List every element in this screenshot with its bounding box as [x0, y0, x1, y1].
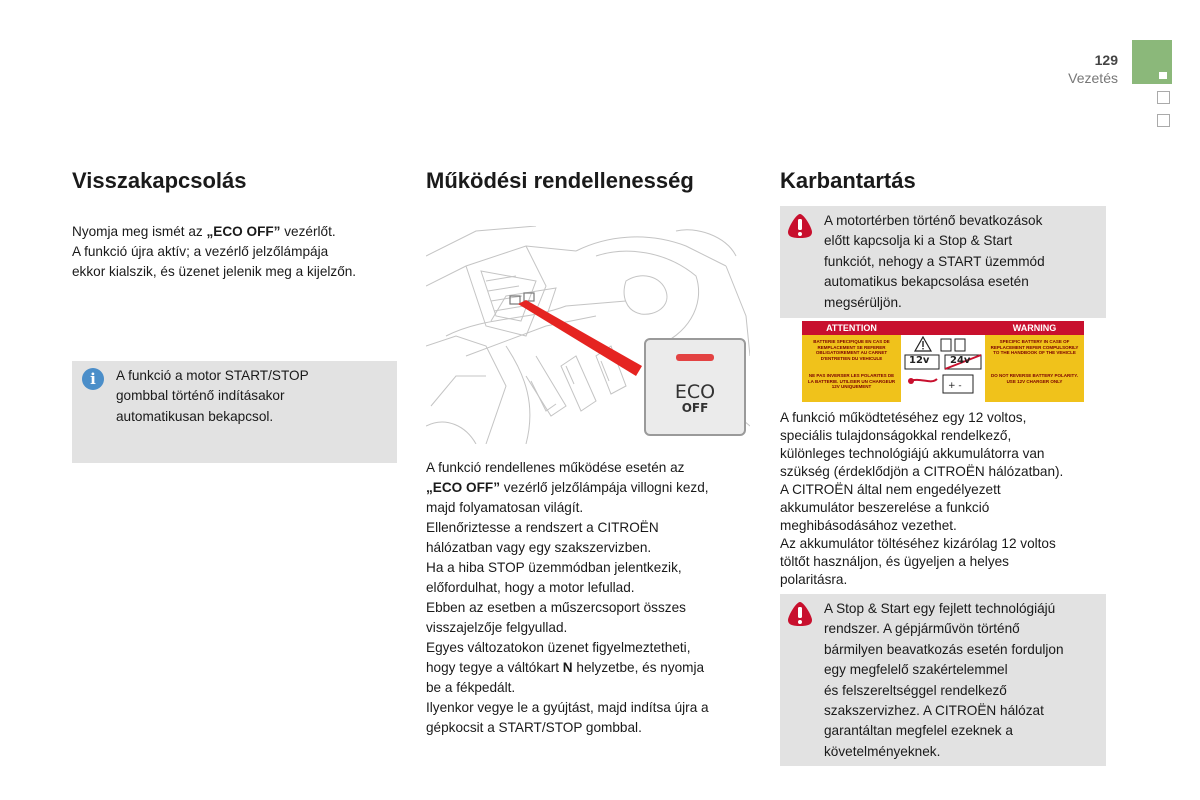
page-number: 129	[1094, 52, 1118, 68]
label-text-en-top: SPECIFIC BATTERY IN CASE OF REPLACEMENT REFER COMPULSORILY TO THE HANDBOOK OF THE VEHICLE	[990, 339, 1079, 355]
chapter-square-icon	[1157, 91, 1170, 104]
warning-text-engine: A motortérben történő bevatkozások előtt kapcsolja ki a Stop & Start funkciót, nehogy a START üzemmód automatikus bekapcsolása esetén megsérüljön.	[824, 213, 1045, 310]
malfunction-text: A funkció rendellenes működése esetén az „ECO OFF” vezérlő jelzőlámpája villogni kezd, majd folyamatosan világít. Ellenőriztesse a rendszert a CITROËN hálózatban vagy egy szakszervizben. Ha a hiba STOP üzemmódban jelentkezik, előfordulhat, hogy a motor lefullad. Ebben az esetben a műszercsoport összes visszajelzője felgyullad. Egyes változatokon üzenet figyelmeztetheti, hogy tegye a váltókart N helyzetbe, és nyomja be a fékpedált. Ilyenkor vegye le a gyújtást, majd indítsa újra a gépkocsit a START/STOP gombbal.	[426, 460, 709, 735]
label-text-fr-bottom: NE PAS INVERSER LES POLARITES DE LA BATTERIE. UTILISER UN CHARGEUR 12V UNIQUEMENT	[807, 373, 896, 389]
reactivation-text: Nyomja meg ismét az „ECO OFF” vezérlőt. A funkció újra aktív; a vezérlő jelzőlámpája ekkor kialszik, és üzenet jelenik meg a kijelzőn.	[72, 224, 357, 279]
section-name: Vezetés	[1068, 70, 1118, 86]
chapter-tab	[1132, 40, 1172, 84]
eco-off-label-eco: ECO	[674, 381, 716, 403]
label-12v: 12v	[909, 355, 930, 366]
info-icon: i	[82, 368, 104, 390]
svg-text:+ -: + -	[948, 381, 962, 391]
section-title-malfunction: Működési rendellenesség	[426, 168, 694, 193]
label-24v: 24v	[950, 355, 971, 366]
warning-box-engine	[780, 206, 1106, 318]
chapter-square-icon	[1157, 114, 1170, 127]
info-box	[72, 361, 397, 463]
label-text-en-bottom: DO NOT REVERSE BATTERY POLARITY. USE 12V CHARGER ONLY	[991, 373, 1078, 384]
warning-text-service: A Stop & Start egy fejlett technológiájú rendszer. A gépjárművön történő bármilyen beavatkozás esetén forduljon egy megfelelő szakértelemmel és felszereltséggel rendelkező szakszervizhez. A CITROËN hálózat garantáltan megfelel ezeknek a követelményeknek.	[824, 601, 1064, 759]
warning-icon	[787, 213, 813, 239]
warning-box-service	[780, 594, 1106, 766]
label-text-fr-top: BATTERIE SPECIFIQUE EN CAS DE REMPLACEMENT SE REFERER OBLIGATOIREMENT AU CARNET D'ENTRETIEN DU VEHICULE	[813, 339, 890, 361]
warning-icon	[787, 601, 813, 627]
section-title-reactivation: Visszakapcsolás	[72, 168, 247, 193]
eco-off-label-off: OFF	[681, 401, 709, 415]
maintenance-text: A funkció működtetéséhez egy 12 voltos, speciális tulajdonságokkal rendelkező, különleges technológiájú akkumulátorra van szükség (érdeklődjön a CITROËN hálózatban). A CITROËN által nem engedélyezett akkumulátor beszerelése a funkció meghibásodásához vezethet. Az akkumulátor töltéséhez kizárólag 12 voltos töltőt használjon, és ügyeljen a helyes polaritásra.	[780, 410, 1064, 587]
label-header-mid	[901, 321, 985, 335]
label-attention: ATTENTION	[802, 321, 901, 335]
battery-warning-label	[802, 321, 1084, 402]
eco-off-indicator-lamp	[676, 354, 714, 361]
eco-off-button	[644, 338, 746, 436]
info-box-text: A funkció a motor START/STOP gombbal történő indításakor automatikusan bekapcsol.	[116, 368, 309, 424]
section-title-maintenance: Karbantartás	[780, 168, 916, 193]
label-pictograms	[901, 335, 985, 402]
chapter-marker-icon	[1159, 72, 1167, 79]
dashboard-illustration	[426, 226, 750, 444]
label-warning: WARNING	[985, 321, 1084, 335]
battery-pictogram-icon	[901, 335, 985, 402]
